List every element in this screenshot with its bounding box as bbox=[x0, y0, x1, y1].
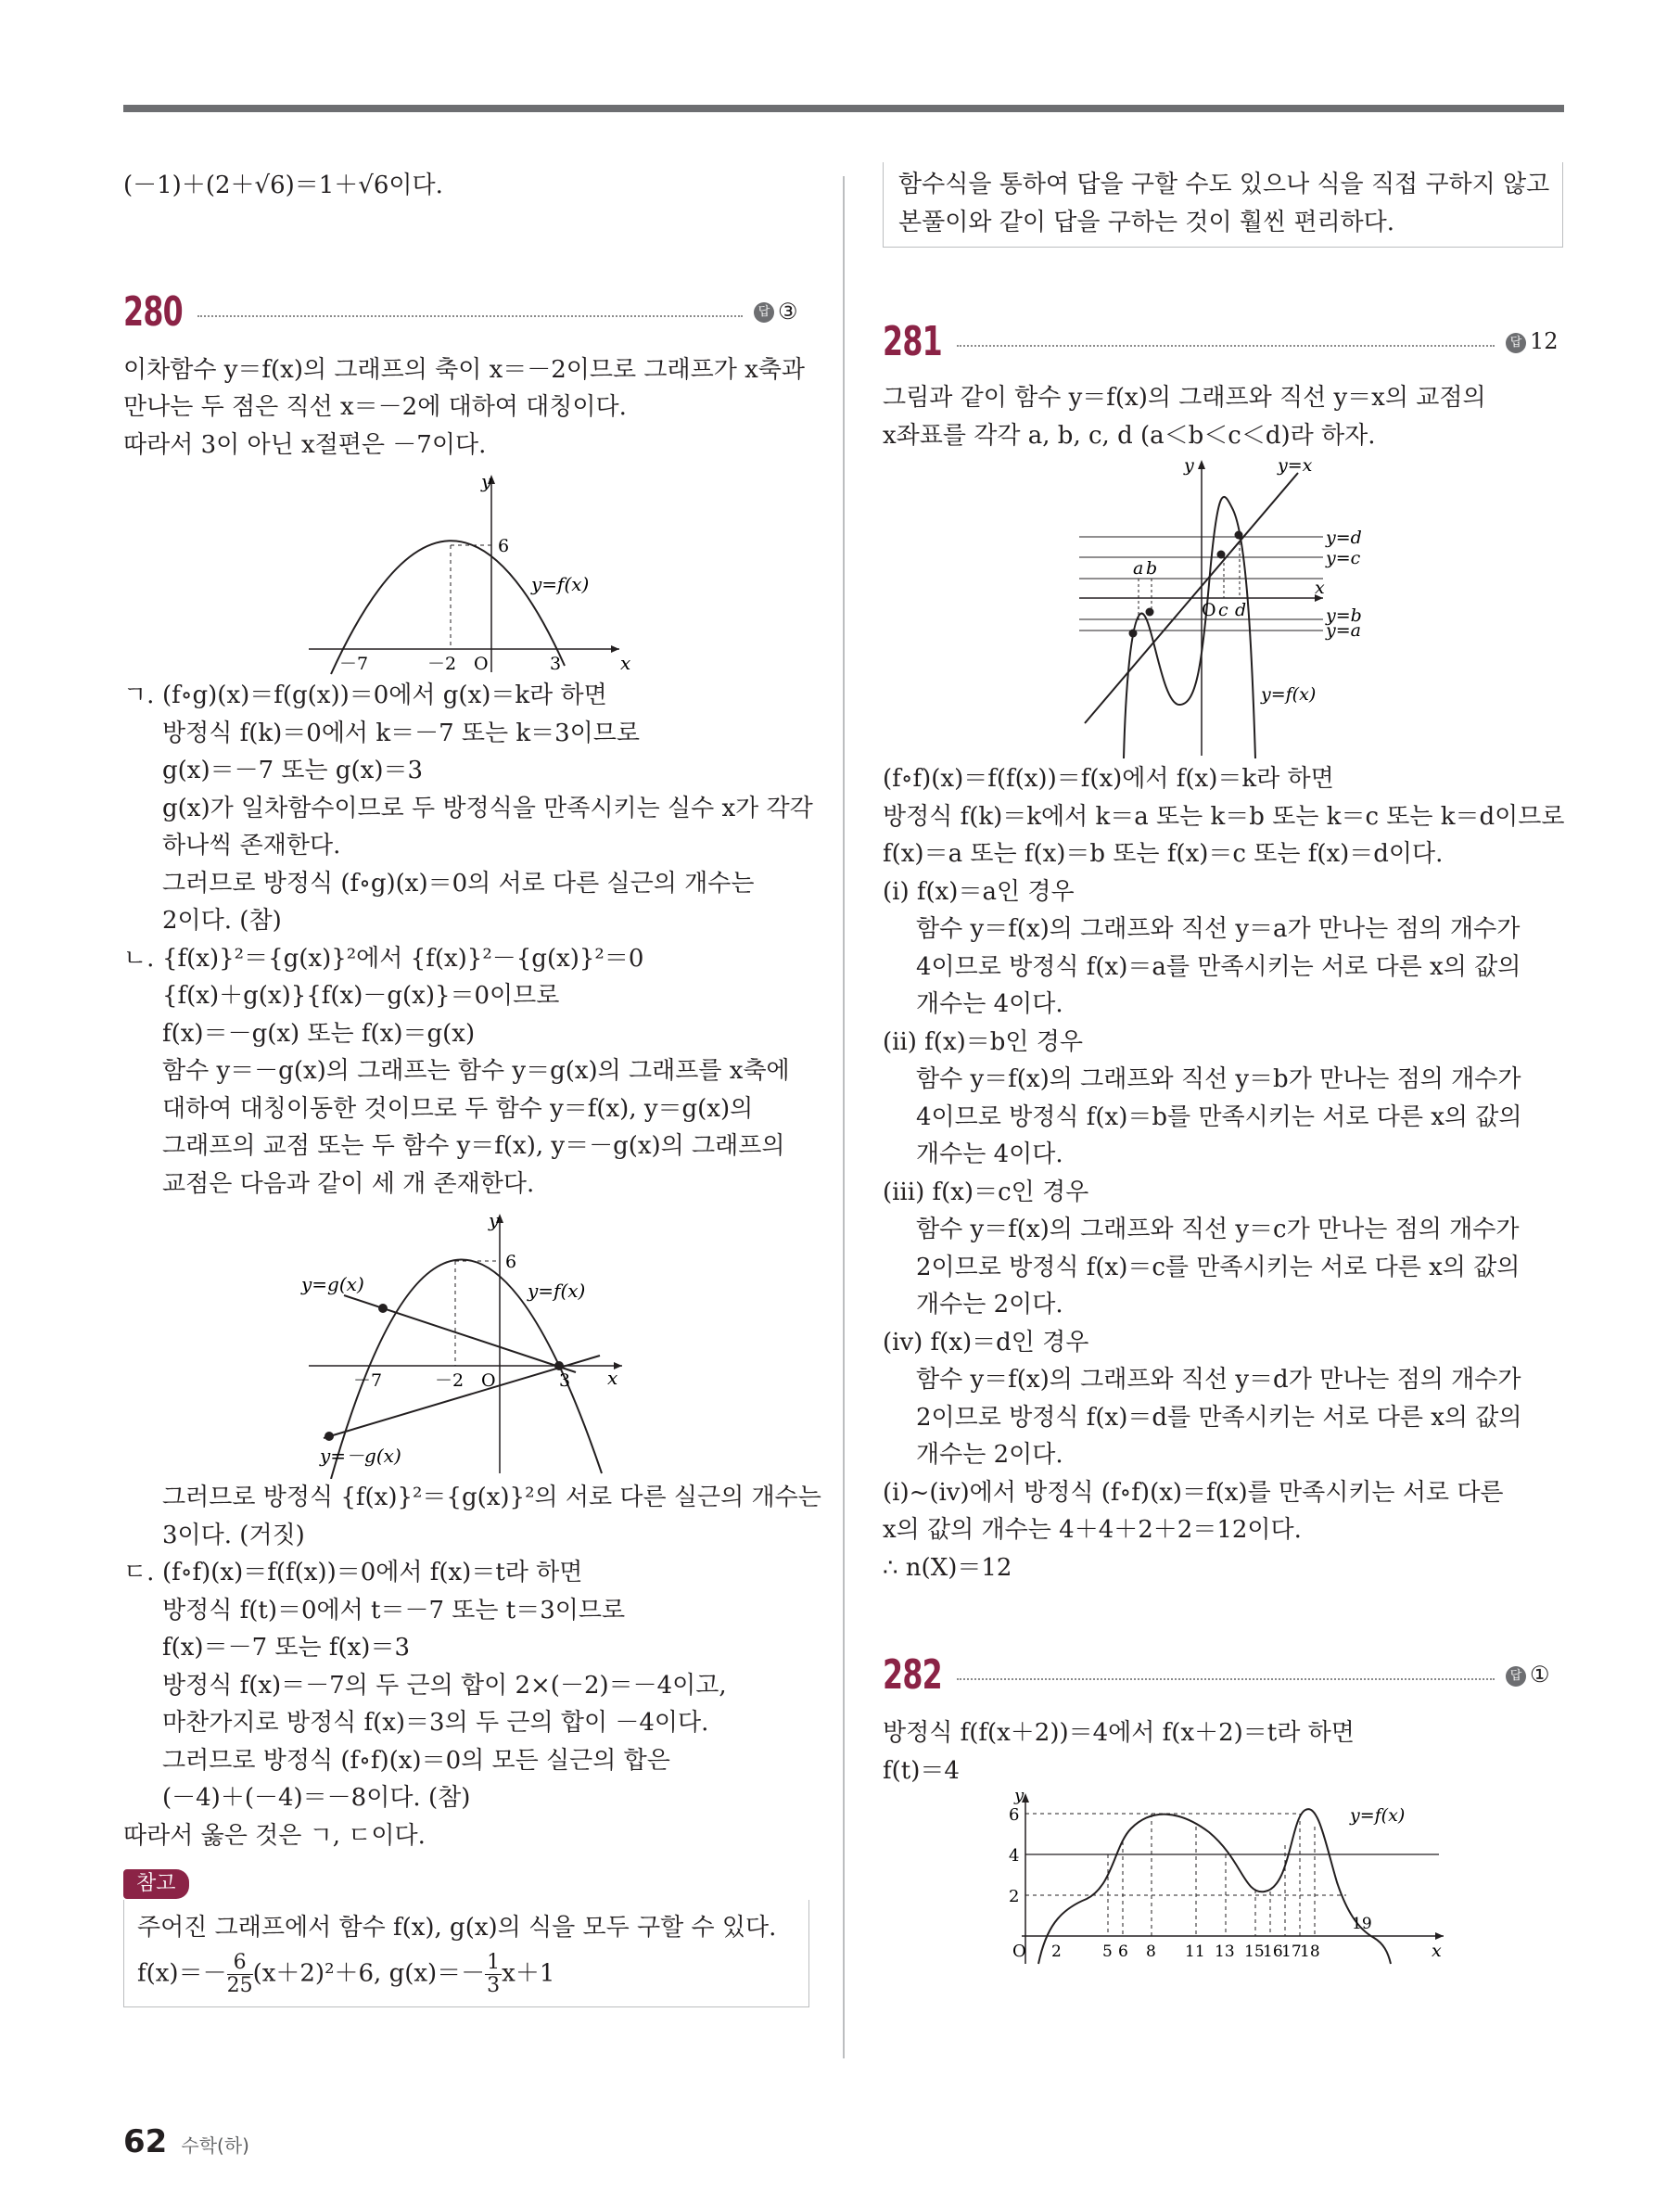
text-line: f(x)＝－g(x) 또는 f(x)＝g(x) bbox=[162, 1019, 476, 1048]
text-line: 4이므로 방정식 f(x)＝b를 만족시키는 서로 다른 x의 값의 bbox=[916, 1102, 1522, 1131]
answer-icon: 답 bbox=[1506, 333, 1526, 353]
answer-value: 12 bbox=[1530, 328, 1559, 354]
x-axis-arrow bbox=[611, 645, 619, 653]
intersection-point bbox=[1217, 551, 1226, 559]
note-section bbox=[123, 1864, 809, 2007]
origin-label: O bbox=[1202, 600, 1216, 620]
g-label: y=g(x) bbox=[301, 1273, 364, 1295]
tick-y4: 4 bbox=[1009, 1846, 1020, 1866]
item-marker: ㄱ. bbox=[123, 682, 155, 709]
text-line: (ⅰ)~(ⅳ)에서 방정식 (f∘f)(x)＝f(x)를 만족시키는 서로 다른 bbox=[883, 1478, 1504, 1507]
text-line: (－4)＋(－4)＝－8이다. (참) bbox=[162, 1784, 471, 1812]
text-line: 함수 y＝－g(x)의 그래프는 함수 y＝g(x)의 그래프를 x축에 bbox=[162, 1057, 790, 1085]
item-a bbox=[123, 677, 813, 940]
text-line: 함수 y＝f(x)의 그래프와 직선 y＝d가 만나는 점의 개수가 bbox=[916, 1366, 1521, 1394]
text-line: 2이므로 방정식 f(x)＝d를 만족시키는 서로 다른 x의 값의 bbox=[916, 1403, 1522, 1432]
problem-number: 281 bbox=[883, 318, 942, 365]
text-line: 이차함수 y＝f(x)의 그래프의 축이 x＝－2이므로 그래프가 x축과 bbox=[123, 355, 806, 384]
f-curve bbox=[1038, 1809, 1391, 1964]
case-iii bbox=[883, 1174, 1564, 1324]
b-label: b bbox=[1146, 558, 1158, 579]
text-line: (f∘f)(x)＝f(f(x))＝f(x)에서 f(x)＝k라 하면 bbox=[883, 765, 1334, 793]
denominator: 3 bbox=[487, 1974, 501, 1997]
text-line: 함수식을 통하여 답을 구할 수도 있으나 식을 직접 구하지 않고 bbox=[898, 171, 1550, 198]
text-line: {f(x)}²＝{g(x)}²에서 {f(x)}²－{g(x)}²＝0 bbox=[162, 944, 644, 973]
text-line: x의 값의 개수는 4＋4＋2＋2＝12이다. bbox=[883, 1516, 1302, 1544]
problem-282-header bbox=[883, 1648, 1564, 1703]
answer-value: ① bbox=[1530, 1662, 1550, 1688]
d-label: d bbox=[1235, 600, 1247, 620]
fraction-1-3 bbox=[485, 1952, 502, 1997]
problem-number: 282 bbox=[883, 1651, 942, 1699]
f-label: y=f(x) bbox=[1350, 1805, 1406, 1826]
text-line: x좌표를 각각 a, b, c, d (a＜b＜c＜d)라 하자. bbox=[883, 421, 1376, 450]
case-head: (ⅰ) f(x)＝a인 경우 bbox=[883, 877, 1075, 906]
label-6: 6 bbox=[505, 1252, 517, 1272]
tick-y6: 6 bbox=[1009, 1805, 1020, 1825]
y-axis-label: y bbox=[481, 470, 492, 492]
case-ii bbox=[883, 1024, 1564, 1174]
text-line: g(x)＝－7 또는 g(x)＝3 bbox=[162, 757, 424, 784]
y-eq-x-label: y=x bbox=[1278, 455, 1313, 476]
tick-x8: 8 bbox=[1146, 1943, 1156, 1961]
text-line: 4이므로 방정식 f(x)＝a를 만족시키는 서로 다른 x의 값의 bbox=[916, 952, 1521, 981]
intersection-graph-figure bbox=[123, 1203, 809, 1479]
case-iv bbox=[883, 1324, 1564, 1474]
x-axis-label: x bbox=[1315, 578, 1325, 598]
problem-281-header bbox=[883, 314, 1564, 370]
text-line: 2이므로 방정식 f(x)＝c를 만족시키는 서로 다른 x의 값의 bbox=[916, 1253, 1521, 1281]
tick-3: 3 bbox=[559, 1370, 571, 1391]
numerator: 6 bbox=[227, 1952, 253, 1975]
text-line: 대하여 대칭이동한 것이므로 두 함수 y＝f(x), y＝g(x)의 bbox=[162, 1094, 754, 1123]
page-number: 62 bbox=[123, 2123, 168, 2160]
problem-280-header bbox=[123, 285, 809, 340]
x-axis-arrow bbox=[1435, 1932, 1444, 1940]
text-line: 만나는 두 점은 직선 x＝－2에 대하여 대칭이다. bbox=[123, 393, 627, 421]
tick-x5: 5 bbox=[1102, 1943, 1113, 1961]
note-tag: 참고 bbox=[123, 1869, 189, 1899]
text-line: 개수는 4이다. bbox=[916, 990, 1063, 1018]
text-line: {f(x)＋g(x)}{f(x)－g(x)}＝0이므로 bbox=[162, 982, 560, 1010]
text-line: 함수 y＝f(x)의 그래프와 직선 y＝c가 만나는 점의 개수가 bbox=[916, 1216, 1520, 1243]
text-line: 그래프의 교점 또는 두 함수 y＝f(x), y＝－g(x)의 그래프의 bbox=[162, 1132, 785, 1160]
text-line: 그러므로 방정식 (f∘f)(x)＝0의 모든 실근의 합은 bbox=[162, 1746, 670, 1775]
tick-x11: 11 bbox=[1185, 1943, 1205, 1961]
case-head: (ⅳ) f(x)＝d인 경우 bbox=[883, 1328, 1089, 1357]
y-eq-b-label: y=b bbox=[1326, 605, 1362, 626]
note-formula bbox=[137, 1952, 795, 1997]
origin-label: O bbox=[1012, 1942, 1026, 1961]
intersection-point bbox=[1129, 630, 1138, 638]
y-axis-label: y bbox=[489, 1209, 500, 1231]
tick-x13: 13 bbox=[1215, 1943, 1235, 1961]
carry-over-box bbox=[883, 162, 1563, 248]
tick-neg7: －7 bbox=[339, 654, 369, 674]
tick-x16: 16 bbox=[1263, 1943, 1283, 1961]
a-label: a bbox=[1133, 558, 1144, 579]
text-line: 개수는 2이다. bbox=[916, 1291, 1063, 1318]
answer-value: ③ bbox=[778, 298, 798, 325]
c-label: c bbox=[1218, 600, 1228, 620]
tick-neg2: －2 bbox=[427, 654, 457, 674]
neg-g-label: y=－g(x) bbox=[320, 1445, 401, 1467]
tick-y2: 2 bbox=[1009, 1887, 1020, 1906]
text-line: 함수 y＝f(x)의 그래프와 직선 y＝a가 만나는 점의 개수가 bbox=[916, 915, 1521, 943]
text-line: 방정식 f(k)＝0에서 k＝－7 또는 k＝3이므로 bbox=[162, 719, 641, 747]
formula-part: x＋1 bbox=[502, 1959, 555, 1988]
text-line: 그림과 같이 함수 y＝f(x)의 그래프와 직선 y＝x의 교점의 bbox=[883, 384, 1486, 412]
answer-icon: 답 bbox=[1506, 1666, 1526, 1687]
f-label: y=f(x) bbox=[528, 1280, 586, 1302]
text-line: 방정식 f(f(x＋2))＝4에서 f(x＋2)＝t라 하면 bbox=[883, 1719, 1355, 1747]
formula-part: f(x)＝－ bbox=[137, 1959, 227, 1988]
leader-dots bbox=[957, 345, 1495, 347]
text-line: 마찬가지로 방정식 f(x)＝3의 두 근의 합이 －4이다. bbox=[162, 1709, 709, 1737]
y-eq-d-label: y=d bbox=[1326, 528, 1362, 548]
tick-x17: 17 bbox=[1281, 1943, 1302, 1961]
text-line: (f∘f)(x)＝f(f(x))＝0에서 f(x)＝t라 하면 bbox=[162, 1559, 583, 1586]
intersection-point bbox=[554, 1361, 564, 1370]
curve-label: y=f(x) bbox=[531, 573, 590, 595]
formula-part: (x＋2)²＋6, g(x)＝－ bbox=[252, 1959, 486, 1988]
y-eq-a-label: y=a bbox=[1326, 620, 1361, 641]
text-line: 개수는 2이다. bbox=[916, 1441, 1063, 1469]
leader-dots bbox=[197, 315, 743, 317]
text-line: 함수 y＝f(x)의 그래프와 직선 y＝b가 만나는 점의 개수가 bbox=[916, 1065, 1521, 1093]
parabola-graph-figure bbox=[123, 464, 809, 677]
book-title: 수학(하) bbox=[181, 2134, 249, 2157]
tick-3: 3 bbox=[550, 654, 562, 674]
right-column bbox=[883, 162, 1564, 1966]
text-line: (f∘g)(x)＝f(g(x))＝0에서 g(x)＝k라 하면 bbox=[162, 682, 607, 709]
tick-x2: 2 bbox=[1051, 1943, 1062, 1961]
f-of-t-graph-figure bbox=[883, 1790, 1564, 1966]
text-line: 따라서 3이 아닌 x절편은 －7이다. bbox=[123, 430, 487, 459]
problem-number: 280 bbox=[123, 287, 183, 336]
case-i bbox=[883, 873, 1564, 1024]
text-line: g(x)가 일차함수이므로 두 방정식을 만족시키는 실수 x가 각각 bbox=[162, 794, 813, 822]
text-line: 방정식 f(k)＝k에서 k＝a 또는 k＝b 또는 k＝c 또는 k＝d이므로 bbox=[883, 802, 1565, 831]
origin-label: O bbox=[474, 654, 489, 674]
fraction-6-25 bbox=[227, 1952, 253, 1997]
origin-label: O bbox=[481, 1370, 496, 1391]
note-box bbox=[123, 1900, 809, 2008]
x-axis-label: x bbox=[607, 1367, 618, 1389]
text-line: 교점은 다음과 같이 세 개 존재한다. bbox=[162, 1169, 535, 1198]
note-line: 주어진 그래프에서 함수 f(x), g(x)의 식을 모두 구할 수 있다. bbox=[137, 1913, 777, 1942]
item-marker: ㄴ. bbox=[123, 944, 155, 973]
x-axis-label: x bbox=[620, 652, 631, 674]
intersection-point bbox=[1235, 531, 1243, 540]
tick-x18: 18 bbox=[1300, 1943, 1320, 1961]
tick-neg7: －7 bbox=[353, 1370, 383, 1391]
case-head: (ⅲ) f(x)＝c인 경우 bbox=[883, 1178, 1089, 1206]
text-line: f(x)＝a 또는 f(x)＝b 또는 f(x)＝c 또는 f(x)＝d이다. bbox=[883, 840, 1444, 868]
f-label: y=f(x) bbox=[1261, 684, 1317, 705]
text-line: f(t)＝4 bbox=[883, 1756, 960, 1785]
item-marker: ㄷ. bbox=[123, 1559, 155, 1586]
answer-label bbox=[754, 298, 798, 325]
y-axis-arrow bbox=[1198, 460, 1205, 469]
tick-neg2: －2 bbox=[435, 1370, 465, 1391]
answer-icon: 답 bbox=[754, 302, 774, 323]
text-line: ∴ n(X)＝12 bbox=[883, 1553, 1012, 1582]
item-b-tail bbox=[123, 1479, 821, 1554]
text-line: 3이다. (거짓) bbox=[162, 1521, 305, 1549]
answer-label bbox=[1506, 1661, 1550, 1688]
numerator: 1 bbox=[487, 1951, 501, 1974]
text-line: 방정식 f(x)＝－7의 두 근의 합이 2×(－2)＝－4이고, bbox=[162, 1671, 727, 1700]
text-line: 2이다. (참) bbox=[162, 907, 282, 935]
tick-x19: 19 bbox=[1352, 1915, 1372, 1933]
page-footer bbox=[123, 2123, 249, 2160]
text-line: 그러므로 방정식 {f(x)}²＝{g(x)}²의 서로 다른 실근의 개수는 bbox=[162, 1484, 821, 1511]
left-column bbox=[123, 167, 821, 2007]
intersection-point bbox=[378, 1304, 388, 1313]
intersection-point bbox=[325, 1432, 334, 1441]
y-axis-label: y bbox=[1184, 455, 1194, 476]
item-c bbox=[123, 1554, 809, 1817]
carry-over-line: (－1)＋(2＋√6)＝1＋√6이다. bbox=[123, 172, 443, 199]
tick-x15: 15 bbox=[1244, 1943, 1265, 1961]
tick-x6: 6 bbox=[1118, 1943, 1128, 1961]
text-line: 그러므로 방정식 (f∘g)(x)＝0의 서로 다른 실근의 개수는 bbox=[162, 869, 755, 898]
text-line: 방정식 f(t)＝0에서 t＝－7 또는 t＝3이므로 bbox=[162, 1596, 626, 1624]
x-axis-label: x bbox=[1432, 1941, 1442, 1961]
cubic-quartic-graph-figure bbox=[883, 454, 1564, 760]
text-line: 개수는 4이다. bbox=[916, 1140, 1063, 1168]
leader-dots bbox=[957, 1678, 1495, 1680]
text-line: 본풀이와 같이 답을 구하는 것이 훨씬 편리하다. bbox=[898, 208, 1395, 236]
y-eq-c-label: y=c bbox=[1326, 548, 1361, 568]
answer-label bbox=[1506, 327, 1559, 355]
case-head: (ⅱ) f(x)＝b인 경우 bbox=[883, 1027, 1084, 1056]
intersection-point bbox=[1146, 608, 1154, 617]
label-6: 6 bbox=[498, 536, 510, 556]
conclusion: 따라서 옳은 것은 ㄱ, ㄷ이다. bbox=[123, 1821, 426, 1850]
column-divider bbox=[843, 176, 845, 2058]
text-line: f(x)＝－7 또는 f(x)＝3 bbox=[162, 1634, 410, 1662]
item-b bbox=[123, 940, 809, 1204]
y-axis-label: y bbox=[1014, 1790, 1025, 1805]
denominator: 25 bbox=[226, 1974, 253, 1997]
top-rule bbox=[123, 105, 1564, 112]
text-line: 하나씩 존재한다. bbox=[162, 832, 341, 860]
